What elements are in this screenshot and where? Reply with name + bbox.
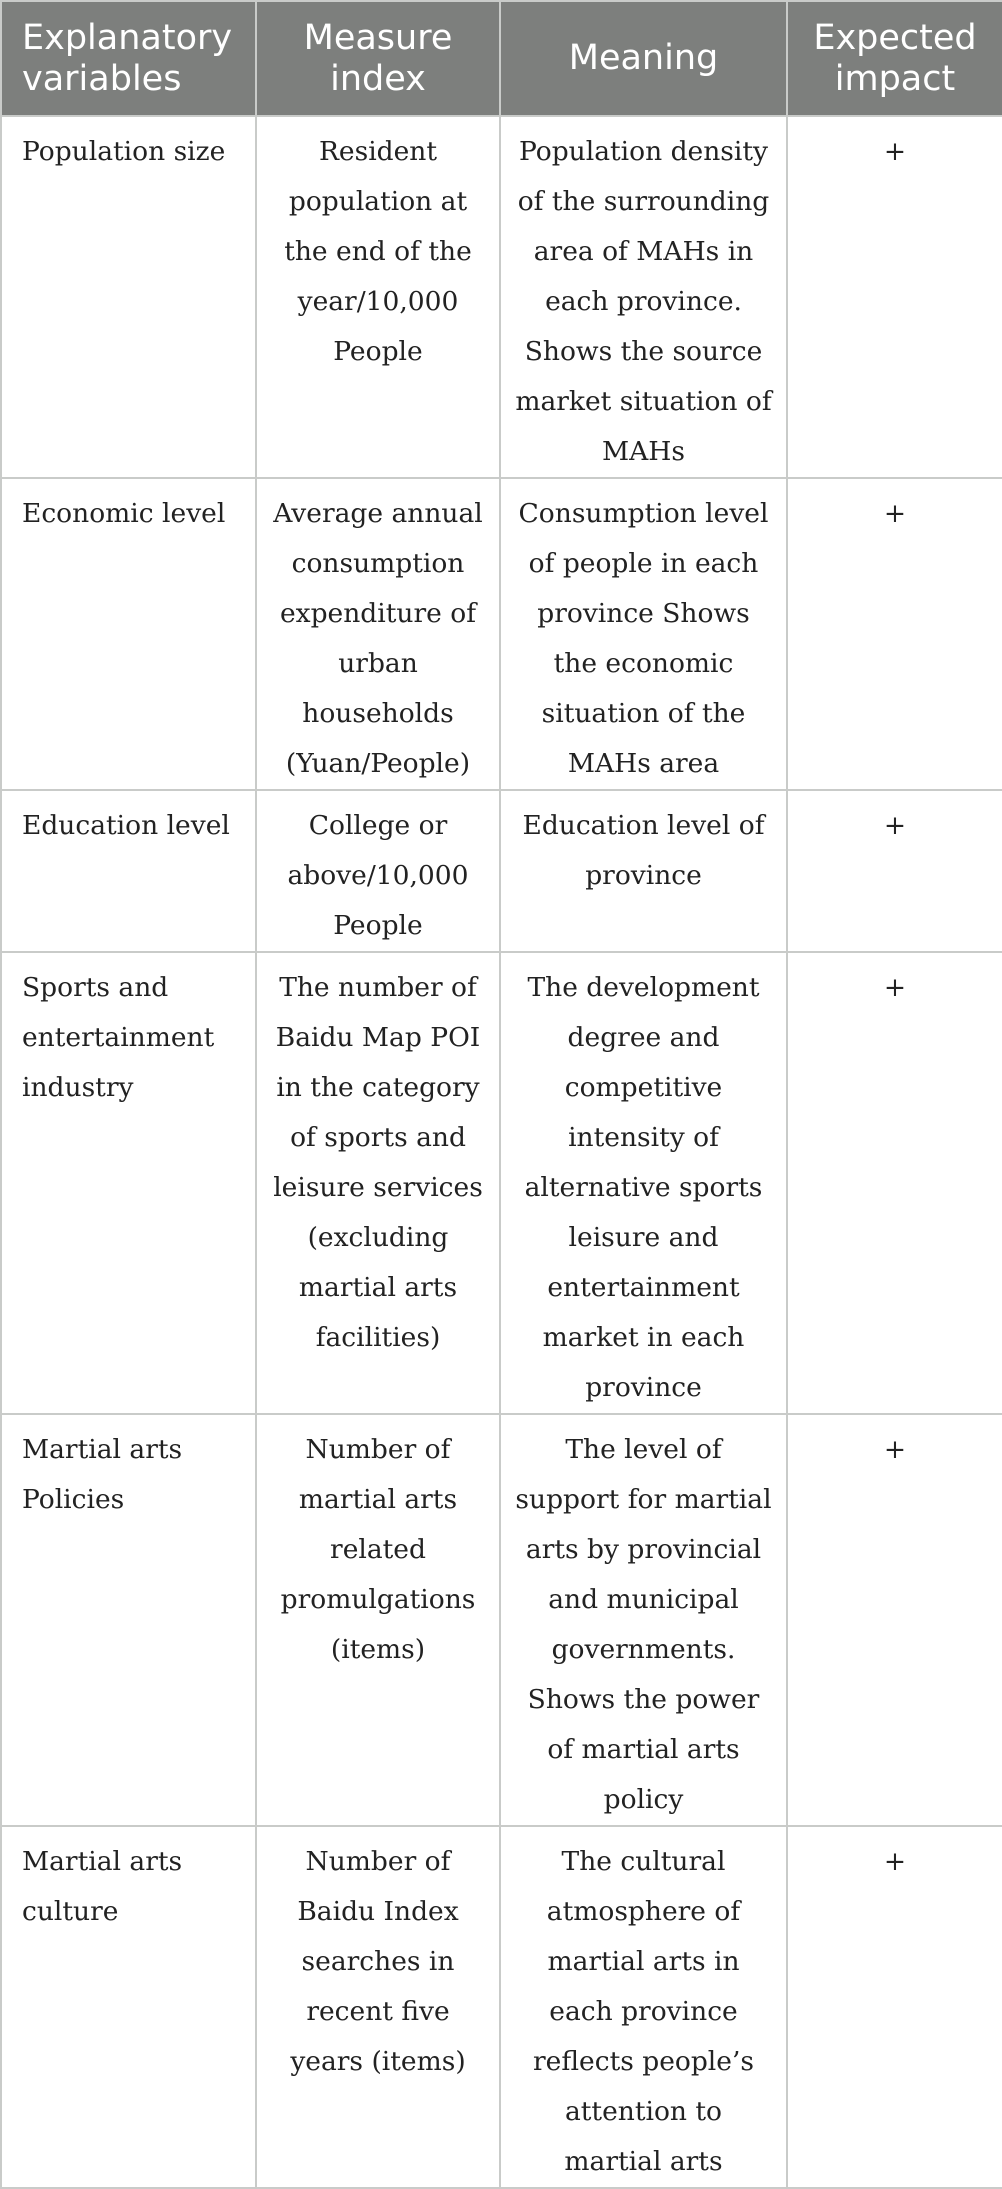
cell-variable: Martial arts Policies	[1, 1414, 256, 1826]
cell-meaning: Consumption level of people in each province Shows the economic situation of the MAHs area	[500, 478, 787, 790]
table-body	[1, 116, 1002, 2188]
cell-impact: +	[787, 790, 1002, 952]
header-expected-impact: Expected impact	[787, 1, 1002, 116]
header-measure-index: Measure index	[256, 1, 500, 116]
table-row	[1, 790, 1002, 952]
cell-meaning: The cultural atmosphere of martial arts in each province reflects people’s attention to martial arts	[500, 1826, 787, 2188]
cell-meaning: The development degree and competitive intensity of alternative sports leisure and entertainment market in each province	[500, 952, 787, 1414]
header-explanatory-variables: Explanatory variables	[1, 1, 256, 116]
table-row	[1, 1414, 1002, 1826]
cell-measure: Number of Baidu Index searches in recent five years (items)	[256, 1826, 500, 2188]
header-meaning: Meaning	[500, 1, 787, 116]
cell-variable: Population size	[1, 116, 256, 478]
cell-variable: Economic level	[1, 478, 256, 790]
cell-impact: +	[787, 1414, 1002, 1826]
table-row	[1, 1826, 1002, 2188]
table-row	[1, 116, 1002, 478]
cell-impact: +	[787, 478, 1002, 790]
cell-impact: +	[787, 1826, 1002, 2188]
cell-variable: Education level	[1, 790, 256, 952]
table-row	[1, 952, 1002, 1414]
cell-meaning: Education level of province	[500, 790, 787, 952]
cell-impact: +	[787, 952, 1002, 1414]
cell-meaning: Population density of the surrounding area of MAHs in each province. Shows the source market situation of MAHs	[500, 116, 787, 478]
cell-variable: Martial arts culture	[1, 1826, 256, 2188]
cell-measure: The number of Baidu Map POI in the category of sports and leisure services (excluding martial arts facilities)	[256, 952, 500, 1414]
cell-meaning: The level of support for martial arts by provincial and municipal governments. Shows the power of martial arts policy	[500, 1414, 787, 1826]
table-header	[1, 1, 1002, 116]
cell-measure: Number of martial arts related promulgations (items)	[256, 1414, 500, 1826]
cell-measure: Average annual consumption expenditure of urban households (Yuan/People)	[256, 478, 500, 790]
header-row	[1, 1, 1002, 116]
cell-impact: +	[787, 116, 1002, 478]
table-row	[1, 478, 1002, 790]
cell-measure: College or above/10,000 People	[256, 790, 500, 952]
cell-measure: Resident population at the end of the year/10,000 People	[256, 116, 500, 478]
cell-variable: Sports and entertainment industry	[1, 952, 256, 1414]
